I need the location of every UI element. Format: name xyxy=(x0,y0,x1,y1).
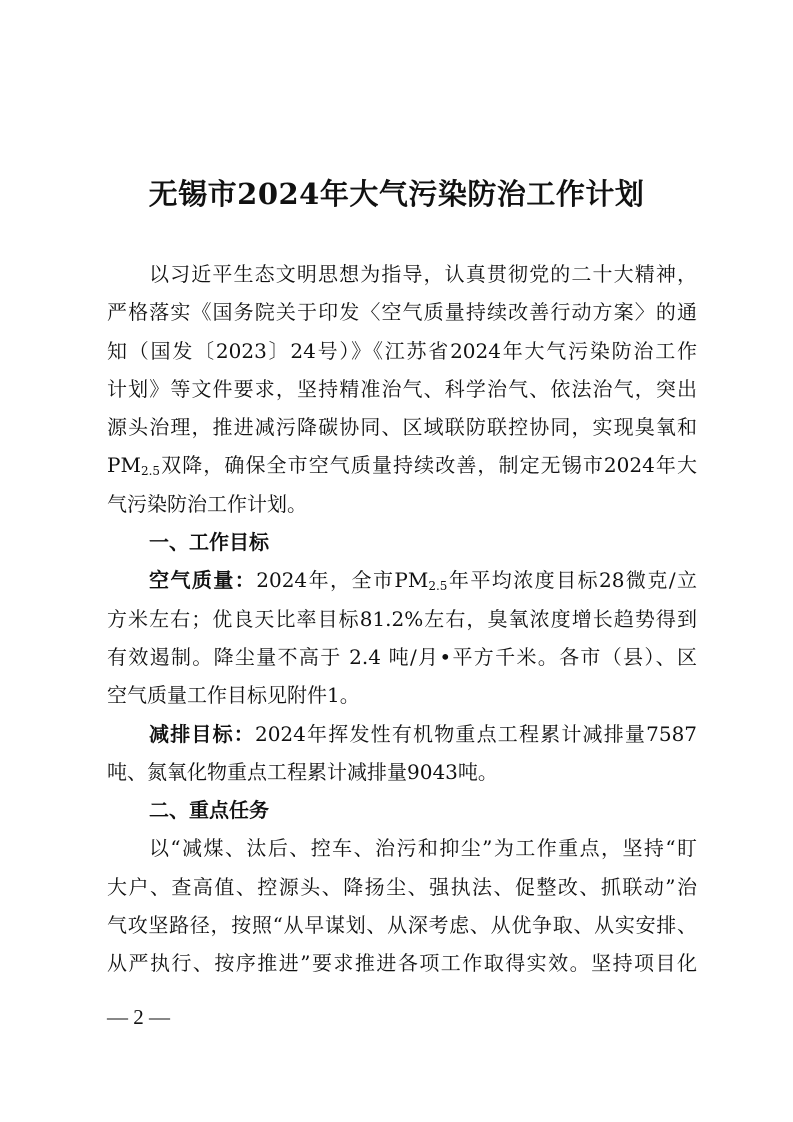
document-title: 无锡市2024年大气污染防治工作计划 xyxy=(148,177,645,211)
pm-text: PM xyxy=(107,453,141,478)
air-quality-label: 空气质量： xyxy=(149,568,257,593)
document-body xyxy=(107,255,697,983)
intro-line: 以习近平生态文明思想为指导，认真贯彻党的二十大精神， xyxy=(149,262,697,286)
section-heading-tasks: 二、重点任务 xyxy=(149,798,269,823)
air-text-pre: 2024年，全市PM xyxy=(256,568,429,593)
air-quality-last-line: 空气质量工作目标见附件1。 xyxy=(107,683,360,708)
emission-line xyxy=(107,715,697,753)
intro-pm-rest: 双降，确保全市空气质量持续改善，制定无锡市2024年大 xyxy=(160,453,697,478)
air-quality-line: 方米左右；优良天比率目标81.2%左右，臭氧浓度增长趋势得到 xyxy=(107,606,697,631)
task-line: 大户、查高值、控源头、降扬尘、强执法、促整改、抓联动”治 xyxy=(107,874,697,899)
air-quality-line: 有效遏制。降尘量不高于 2.4 吨/月•平方千米。各市（县）、区 xyxy=(107,644,697,669)
section-heading-goals: 一、工作目标 xyxy=(149,530,269,555)
task-line: 以“减煤、汰后、控车、治污和抑尘”为工作重点，坚持“盯 xyxy=(149,836,697,861)
intro-line: 计划》等文件要求，坚持精准治气、科学治气、依法治气，突出 xyxy=(107,376,697,401)
task-line: 从严执行、按序推进”要求推进各项工作取得实效。坚持项目化 xyxy=(107,951,697,976)
emission-text: 2024年挥发性有机物重点工程累计减排量7587 xyxy=(254,721,698,746)
air-quality-line xyxy=(107,561,697,599)
pm-subscript: 2.5 xyxy=(140,464,161,479)
intro-last-line: 气污染防治工作计划。 xyxy=(107,491,307,516)
emission-label: 减排目标： xyxy=(149,721,255,746)
air-text-post: 年平均浓度目标28微克/立 xyxy=(447,568,698,593)
emission-last-line: 吨、氮氧化物重点工程累计减排量9043吨。 xyxy=(107,759,498,784)
intro-line: 严格落实《国务院关于印发〈空气质量持续改善行动方案〉的通 xyxy=(107,300,697,325)
task-line: 气攻坚路径，按照“从早谋划、从深考虑、从优争取、从实安排、 xyxy=(107,913,697,938)
page-number: — 2 — xyxy=(107,1005,170,1029)
pm-subscript: 2.5 xyxy=(428,579,448,594)
intro-line: 知（国发〔2023〕24号）》《江苏省2024年大气污染防治工作 xyxy=(107,338,697,363)
intro-line: 源头治理，推进减污降碳协同、区域联防联控协同，实现臭氧和 xyxy=(107,415,697,440)
intro-pm-line xyxy=(107,446,697,484)
